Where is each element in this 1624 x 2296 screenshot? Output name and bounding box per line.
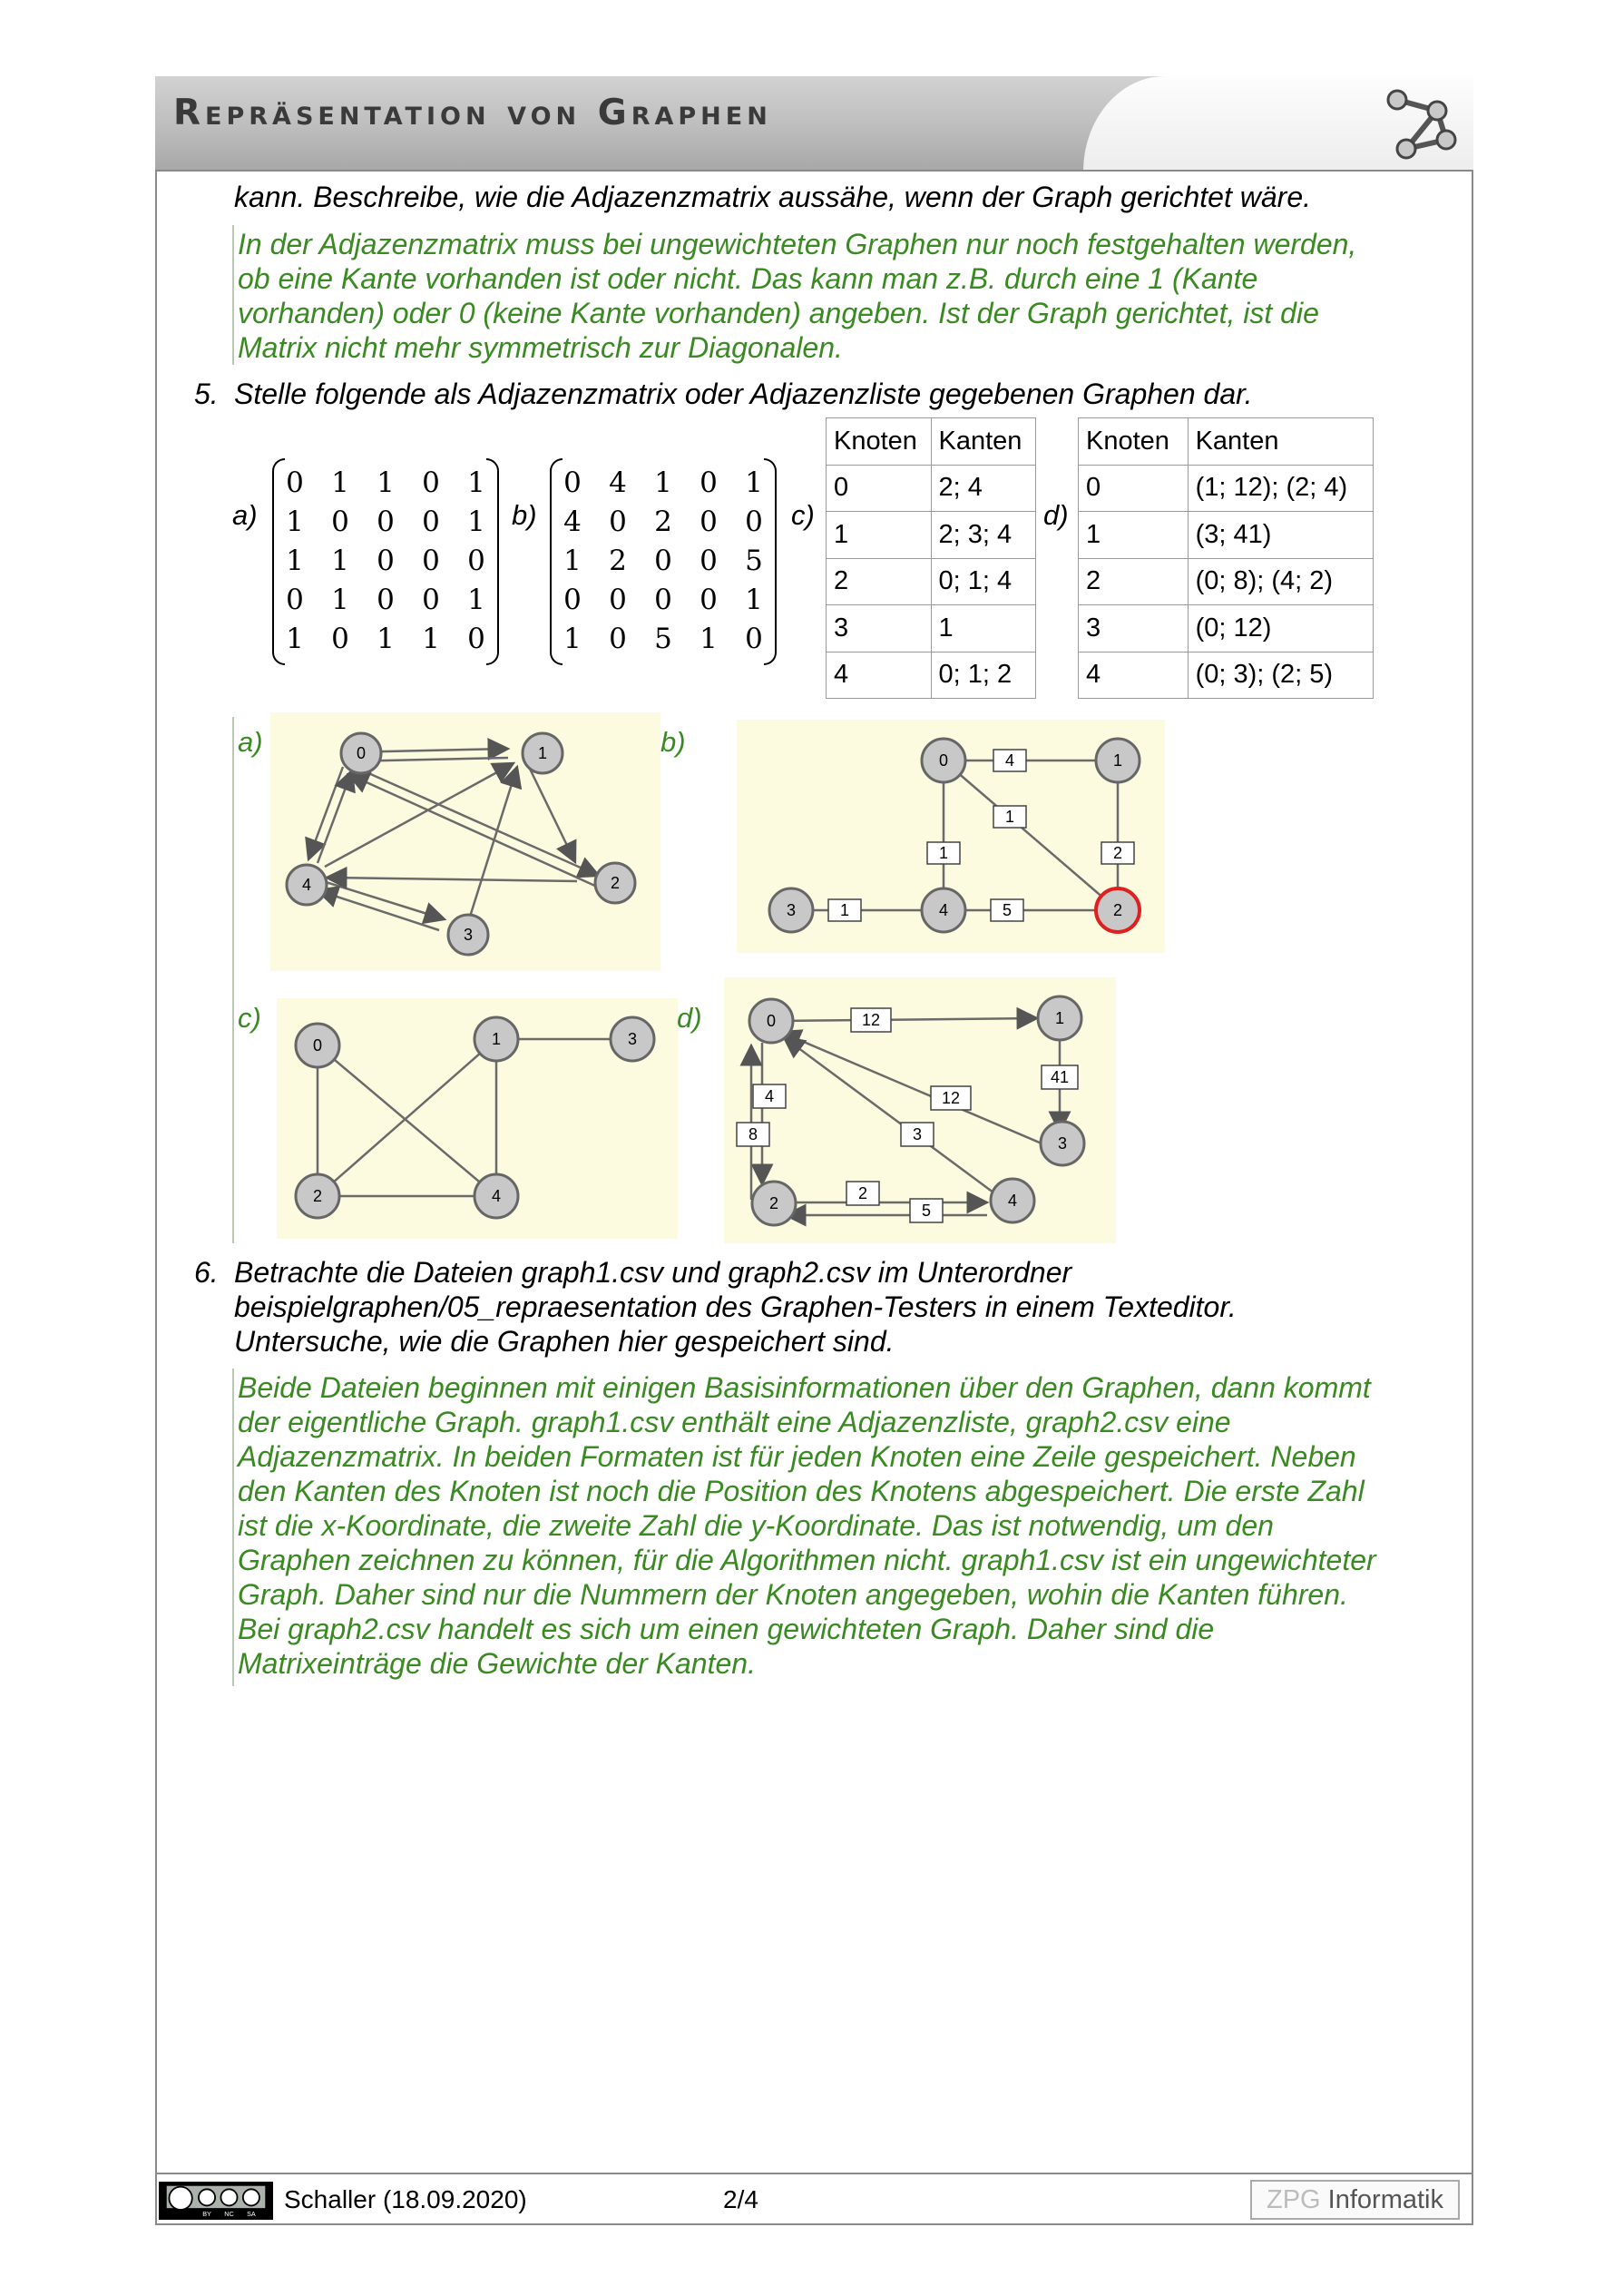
matrix-cell: 5: [745, 545, 763, 577]
matrix-cell: 2: [654, 505, 672, 538]
graph-c-label: c): [238, 1002, 261, 1034]
matrix-cell: 0: [745, 623, 763, 655]
edge-weight: 41: [1050, 1068, 1070, 1086]
matrix-row: [272, 542, 499, 581]
matrix-cell: 1: [377, 466, 395, 499]
graph-d-label: d): [677, 1002, 702, 1034]
graph-node-label: 1: [1054, 1009, 1065, 1027]
matrix-cell: 0: [609, 623, 627, 655]
matrix-cell: 0: [422, 505, 440, 538]
node-cell: 2: [1079, 558, 1189, 605]
matrix-cell: 0: [609, 584, 627, 616]
graph-node-label: 4: [938, 901, 949, 919]
graph-node-label: 4: [491, 1187, 502, 1205]
task4-answer-block: [232, 225, 234, 365]
matrix-cell: 0: [699, 466, 718, 499]
graph-node-label: 4: [301, 876, 312, 894]
matrix-cell: 1: [467, 505, 485, 538]
graph-node-label: 1: [537, 744, 548, 762]
table-row: [1079, 558, 1374, 605]
matrix-row: [550, 542, 777, 581]
edges-cell: 0; 1; 4: [931, 558, 1036, 605]
table-row: [827, 558, 1036, 605]
footer-author: Schaller (18.09.2020): [284, 2185, 527, 2213]
matrix-cell: 1: [286, 505, 304, 538]
adjacency-list-c: [826, 417, 1036, 699]
matrix-cell: 0: [563, 466, 582, 499]
graph-b-label: b): [660, 726, 686, 758]
matrix-cell: 0: [654, 545, 672, 577]
graph-d: [724, 977, 1116, 1243]
matrix-cell: 0: [377, 505, 395, 538]
matrix-cell: 0: [377, 584, 395, 616]
edge-weight: 4: [1004, 751, 1015, 770]
edge-weight: 12: [941, 1089, 961, 1107]
task6-answer-line: Adjazenzmatrix. In beiden Formaten ist für jeden Knoten eine Zeile gespeichert. Neben: [238, 1440, 1356, 1473]
edge-weight: 1: [938, 844, 949, 862]
graph-node-label: 1: [491, 1030, 502, 1048]
graph-node-label: 3: [627, 1030, 638, 1048]
graph-node-label: 3: [463, 926, 474, 944]
node-cell: 4: [1079, 652, 1189, 699]
adjacency-list-d: [1078, 417, 1374, 699]
table-header-row: [1079, 418, 1374, 466]
matrix-cell: 0: [609, 505, 627, 538]
matrix-cell: 1: [377, 623, 395, 655]
edge-weight: 2: [857, 1184, 868, 1202]
matrix-cell: 0: [422, 545, 440, 577]
task4-answer-line: Matrix nicht mehr symmetrisch zur Diagonalen.: [238, 331, 843, 364]
matrix-b-label: b): [512, 499, 537, 531]
table-header-row: [827, 418, 1036, 466]
matrix-cell: 1: [699, 623, 718, 655]
column-header: Knoten: [1079, 418, 1189, 466]
node-cell: 1: [1079, 512, 1189, 559]
matrix-cell: 1: [286, 623, 304, 655]
table-row: [827, 652, 1036, 699]
matrix-cell: 0: [422, 584, 440, 616]
matrix-cell: 1: [422, 623, 440, 655]
edge-weight: 1: [1004, 808, 1015, 826]
task6-answer-line: Bei graph2.csv handelt es sich um einen gewichteten Graph. Daher sind die: [238, 1613, 1215, 1645]
adjacency-matrix-b: [550, 458, 777, 665]
matrix-cell: 0: [563, 584, 582, 616]
task6-answer-block: [232, 1369, 234, 1686]
matrix-cell: 1: [745, 584, 763, 616]
matrix-cell: 1: [331, 545, 349, 577]
matrix-cell: 1: [331, 466, 349, 499]
graph-node-label: 2: [1112, 901, 1123, 919]
graph-a: [270, 712, 660, 971]
graph-node-label: 0: [938, 751, 949, 770]
edges-cell: 0; 1; 2: [931, 652, 1036, 699]
matrix-row: [550, 464, 777, 503]
task4-answer-line: In der Adjazenzmatrix muss bei ungewichteten Graphen nur noch festgehalten werden,: [238, 228, 1357, 260]
matrix-row: [272, 581, 499, 620]
column-header: Knoten: [827, 418, 932, 466]
table-row: [1079, 512, 1374, 559]
matrix-cell: 0: [422, 466, 440, 499]
matrix-cell: 1: [467, 584, 485, 616]
matrix-cell: 0: [699, 505, 718, 538]
node-cell: 3: [827, 605, 932, 652]
matrix-cell: 0: [286, 584, 304, 616]
svg-text:BY: BY: [202, 2210, 211, 2219]
matrix-cell: 0: [377, 545, 395, 577]
task6-answer-line: Matrixeinträge die Gewichte der Kanten.: [238, 1647, 756, 1680]
graph-c: [277, 998, 678, 1239]
table-row: [1079, 652, 1374, 699]
graph-node-label: 2: [768, 1194, 779, 1212]
svg-text:NC: NC: [224, 2210, 234, 2219]
edges-cell: 2; 3; 4: [931, 512, 1036, 559]
graph-node-label: 0: [312, 1036, 323, 1055]
graph-node-label: 3: [786, 901, 797, 919]
graph-node-label: 2: [312, 1187, 323, 1205]
graph-node-label: 0: [356, 744, 367, 762]
task6-answer-line: den Kanten des Knoten ist noch die Position des Knotens abgespeichert. Die erste Zahl: [238, 1475, 1365, 1507]
edges-cell: 1: [931, 605, 1036, 652]
matrix-cell: 0: [467, 623, 485, 655]
matrix-cell: 0: [745, 505, 763, 538]
graph-node-label: 0: [766, 1012, 777, 1030]
graph-node-label: 3: [1057, 1134, 1068, 1153]
creative-commons-license-icon: [159, 2182, 273, 2220]
column-header: Kanten: [1188, 418, 1373, 466]
task5-solution-block: [232, 717, 234, 1243]
edge-weight: 4: [764, 1087, 775, 1105]
page-footer: [155, 2173, 1473, 2225]
matrix-cell: 1: [467, 466, 485, 499]
matrix-row: [272, 503, 499, 542]
graph-node-label: 4: [1007, 1192, 1018, 1210]
matrix-row: [550, 620, 777, 659]
edges-cell: (0; 3); (2; 5): [1188, 652, 1373, 699]
node-cell: 0: [1079, 465, 1189, 512]
graph-node-label: 2: [610, 874, 621, 892]
node-cell: 3: [1079, 605, 1189, 652]
task6-question-line: beispielgraphen/05_repraesentation des Graphen-Testers in einem Texteditor.: [234, 1290, 1237, 1323]
edge-weight: 12: [861, 1011, 881, 1029]
table-row: [1079, 465, 1374, 512]
list-c-label: c): [791, 499, 815, 531]
task6-answer-line: Graph. Daher sind nur die Nummern der Knoten angegeben, wohin die Kanten führen.: [238, 1578, 1348, 1611]
edge-weight: 3: [912, 1125, 923, 1143]
matrix-cell: 1: [563, 545, 582, 577]
task4-question-tail: kann. Beschreibe, wie die Adjazenzmatrix aussähe, wenn der Graph gerichtet wäre.: [234, 181, 1311, 213]
matrix-cell: 1: [745, 466, 763, 499]
task6-question-line: Untersuche, wie die Graphen hier gespeichert sind.: [234, 1325, 895, 1358]
table-row: [1079, 605, 1374, 652]
matrix-cell: 0: [331, 505, 349, 538]
task4-answer-line: ob eine Kante vorhanden ist oder nicht. Das kann man z.B. durch eine 1 (Kante: [238, 262, 1258, 295]
matrix-cell: 0: [286, 466, 304, 499]
brand-zpg: ZPG: [1267, 2185, 1321, 2214]
matrix-cell: 0: [699, 584, 718, 616]
matrix-a-label: a): [232, 499, 258, 531]
page-header: [155, 76, 1473, 172]
node-cell: 0: [827, 465, 932, 512]
matrix-cell: 0: [467, 545, 485, 577]
matrix-cell: 1: [331, 584, 349, 616]
graph-logo-icon: [1381, 83, 1463, 165]
task6-number: 6.: [194, 1256, 219, 1289]
table-row: [827, 465, 1036, 512]
matrix-cell: 1: [286, 545, 304, 577]
matrix-cell: 1: [563, 623, 582, 655]
table-row: [827, 512, 1036, 559]
graph-node-label: 1: [1112, 751, 1123, 770]
zpg-informatik-brand: [1250, 2180, 1460, 2220]
edges-cell: (1; 12); (2; 4): [1188, 465, 1373, 512]
matrix-row: [550, 503, 777, 542]
brand-informatik: Informatik: [1320, 2185, 1443, 2214]
task5-number: 5.: [194, 378, 219, 410]
task4-answer-line: vorhanden) oder 0 (keine Kante vorhanden) angeben. Ist der Graph gerichtet, ist die: [238, 297, 1319, 329]
page-number: 2/4: [723, 2185, 758, 2213]
edges-cell: (0; 12): [1188, 605, 1373, 652]
list-d-label: d): [1043, 499, 1069, 531]
matrix-row: [272, 620, 499, 659]
edge-weight: 5: [921, 1202, 932, 1220]
task6-question-line: Betrachte die Dateien graph1.csv und graph2.csv im Unterordner: [234, 1256, 1072, 1289]
column-header: Kanten: [931, 418, 1036, 466]
node-cell: 4: [827, 652, 932, 699]
matrix-cell: 2: [609, 545, 627, 577]
edge-weight: 8: [748, 1125, 758, 1143]
table-row: [827, 605, 1036, 652]
matrix-cell: 0: [331, 623, 349, 655]
svg-text:SA: SA: [247, 2210, 256, 2219]
matrix-row: [272, 464, 499, 503]
edges-cell: (0; 8); (4; 2): [1188, 558, 1373, 605]
edge-weight: 1: [839, 901, 850, 919]
task5-question: Stelle folgende als Adjazenzmatrix oder Adjazenzliste gegebenen Graphen dar.: [234, 378, 1253, 410]
edge-weight: 5: [1002, 901, 1013, 919]
graph-a-label: a): [238, 726, 263, 758]
matrix-cell: 4: [609, 466, 627, 499]
edges-cell: 2; 4: [931, 465, 1036, 512]
edges-cell: (3; 41): [1188, 512, 1373, 559]
matrix-cell: 0: [699, 545, 718, 577]
matrix-cell: 1: [654, 466, 672, 499]
node-cell: 1: [827, 512, 932, 559]
node-cell: 2: [827, 558, 932, 605]
task6-answer-line: Beide Dateien beginnen mit einigen Basisinformationen über den Graphen, dann kommt: [238, 1371, 1371, 1404]
task6-answer-line: ist die x-Koordinate, die zweite Zahl die y-Koordinate. Das ist notwendig, um den: [238, 1509, 1274, 1542]
task6-answer-line: Graphen zeichnen zu können, für die Algorithmen nicht. graph1.csv ist ein ungewichteter: [238, 1544, 1376, 1576]
edge-weight: 2: [1112, 844, 1123, 862]
graph-b: [737, 720, 1165, 953]
matrix-cell: 0: [654, 584, 672, 616]
adjacency-matrix-a: [272, 458, 499, 665]
matrix-cell: 4: [563, 505, 582, 538]
task6-answer-line: der eigentliche Graph. graph1.csv enthält eine Adjazenzliste, graph2.csv eine: [238, 1406, 1231, 1438]
page-title: Repräsentation von Graphen: [173, 93, 772, 133]
matrix-cell: 5: [654, 623, 672, 655]
matrix-row: [550, 581, 777, 620]
